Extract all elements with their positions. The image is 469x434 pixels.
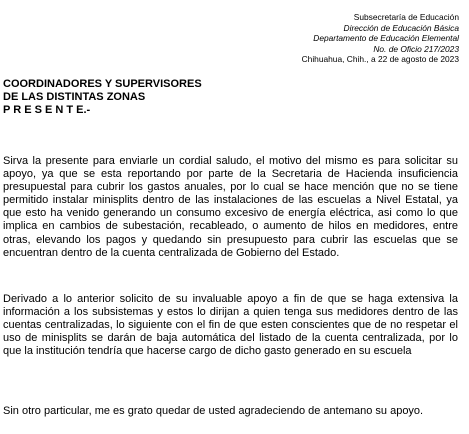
letterhead xyxy=(159,12,459,65)
recipient-line-2: DE LAS DISTINTAS ZONAS xyxy=(3,91,146,103)
place-date: Chihuahua, Chih., a 22 de agosto de 2023 xyxy=(301,54,459,65)
subsecretaria-line: Subsecretaría de Educación xyxy=(353,12,459,22)
direccion-line: Dirección de Educación Básica xyxy=(343,22,459,33)
body-paragraph-3: Sin otro particular, me es grato quedar de usted agradeciendo de antemano su apoyo. xyxy=(3,405,424,417)
departamento-line: Departamento de Educación Elemental xyxy=(313,33,459,44)
body-paragraph-1: Sirva la presente para enviarle un cordial saludo, el motivo del mismo es para solicitar su apoyo, ya que se esta reportando por parte de la Secretaria de Hacienda insuficiencia presupuestal para cubrir los gastos anuales, por lo cual se hace mención que no se tiene permitido instalar minisplits dentro de las instalaciones de las escuelas a Nivel Estatal, ya que esto ha venido generando un consumo excesivo de energía eléctrica, asi como lo que implica en cambios de subestación, recableado, o aumento de hilos en medidores, entre otras, elevando los pagos y quedando sin presupuesto para cubrir las escuelas que se encuentran dentro de la cuenta centralizada de Gobierno del Estado. xyxy=(3,155,458,259)
recipient-line-1: COORDINADORES Y SUPERVISORES xyxy=(3,78,202,90)
recipient-block xyxy=(3,78,202,117)
body-paragraph-2: Derivado a lo anterior solicito de su invaluable apoyo a fin de que se haga extensiva la información a los subsistemas y estos lo dirijan a quien tenga sus medidores dentro de las cuentas centralizadas, lo siguiente con el fin de que esten conscientes que de no respetar el uso de minisplits se darán de baja automática del listado de la cuenta centralizada, por lo que la institución tendría que hacerse cargo de dicho gasto generado en su escuela xyxy=(3,293,458,358)
recipient-line-3: P R E S E N T E.- xyxy=(3,104,91,116)
oficio-number: No. de Oficio 217/2023 xyxy=(373,43,459,54)
